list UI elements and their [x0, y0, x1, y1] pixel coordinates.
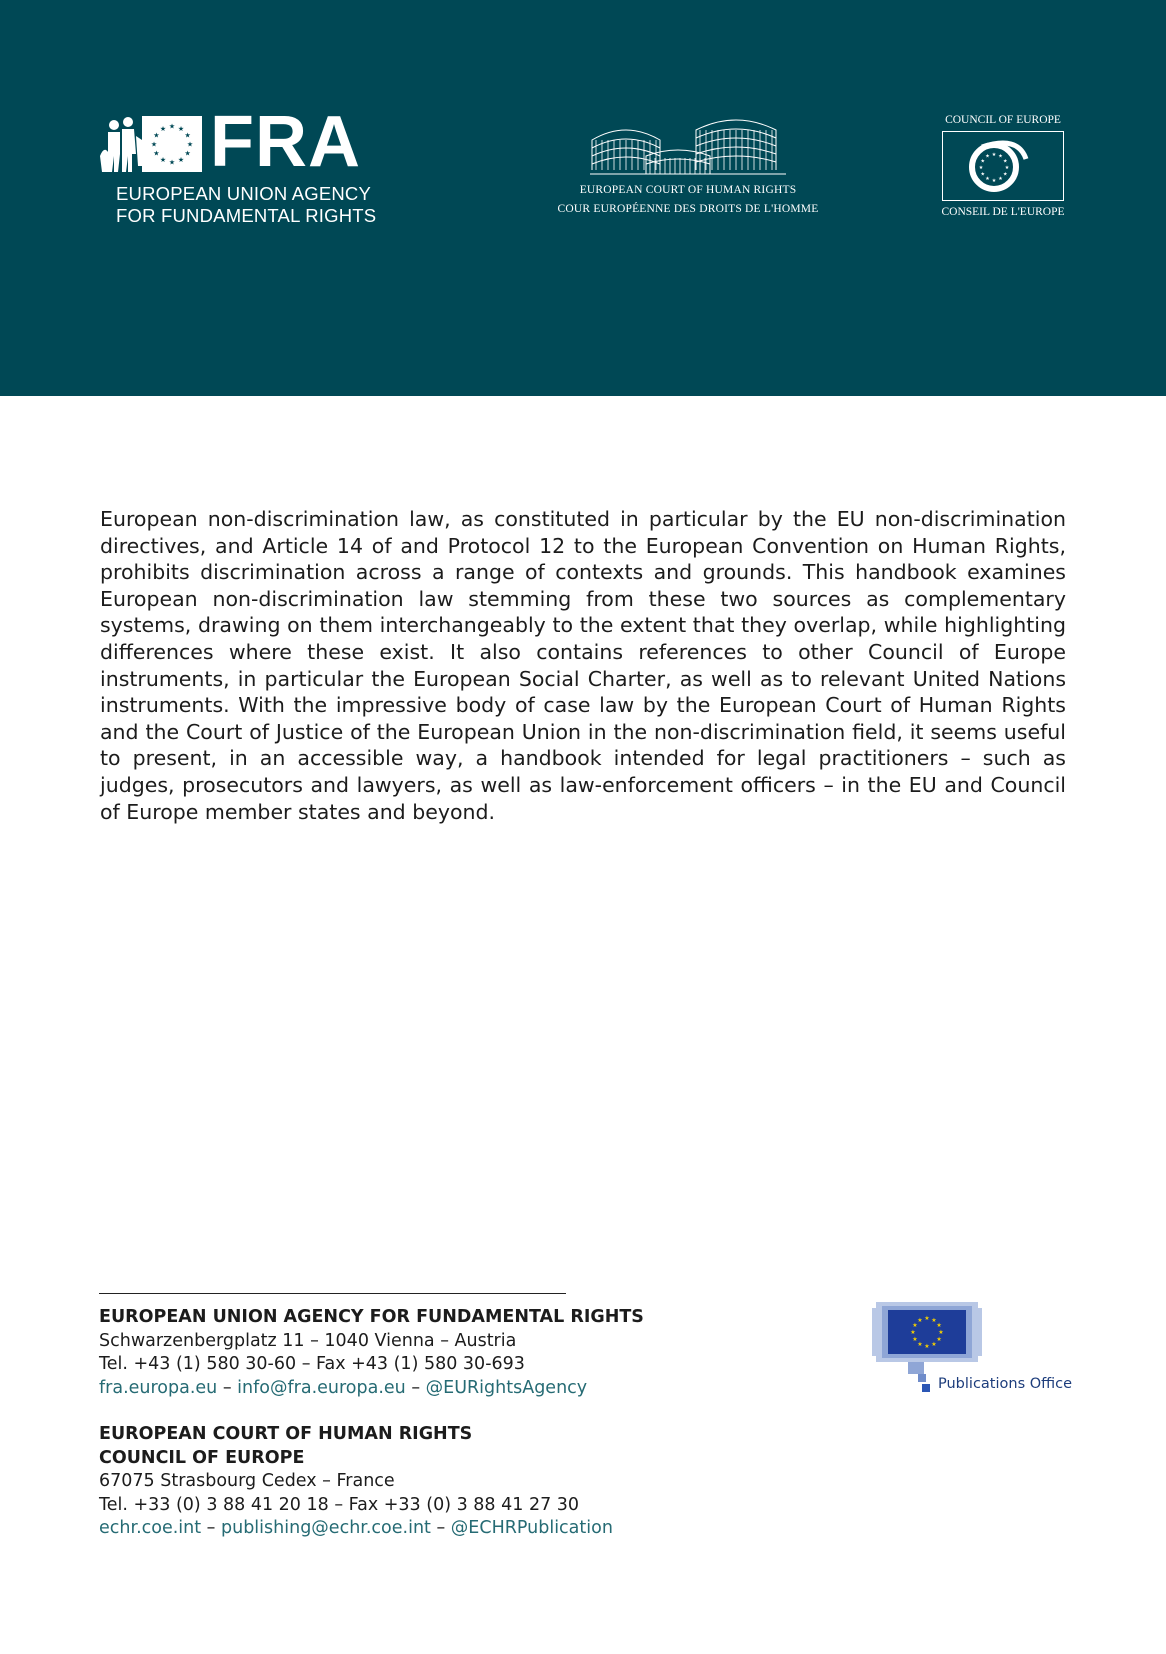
star-icon: ★	[150, 141, 158, 149]
star-icon: ★	[991, 151, 997, 158]
echr-contact-block	[99, 1423, 613, 1541]
echr-name-en: EUROPEAN COURT OF HUMAN RIGHTS	[579, 184, 797, 196]
star-icon: ★	[980, 158, 985, 165]
star-icon: ★	[980, 171, 985, 178]
echr-logo	[550, 112, 826, 224]
star-icon: ★	[938, 1330, 944, 1337]
fra-twitter-link[interactable]: @EURightsAgency	[425, 1377, 588, 1398]
star-icon: ★	[931, 1342, 937, 1349]
separator: –	[430, 1518, 451, 1538]
star-icon: ★	[985, 153, 990, 160]
fra-name-line1: EUROPEAN UNION AGENCY	[116, 183, 372, 204]
star-icon: ★	[186, 141, 194, 149]
star-icon: ★	[912, 1323, 918, 1330]
echr-email-link[interactable]: publishing@echr.coe.int	[221, 1518, 431, 1538]
star-icon: ★	[936, 1337, 942, 1344]
star-icon: ★	[910, 1330, 916, 1337]
star-icon: ★	[998, 176, 1003, 182]
star-icon: ★	[912, 1337, 918, 1344]
fra-logo	[98, 102, 377, 226]
echr-website-link[interactable]: echr.coe.int	[99, 1518, 202, 1538]
separator: –	[217, 1377, 238, 1398]
star-icon: ★	[1003, 171, 1008, 178]
star-icon: ★	[184, 132, 191, 140]
separator: –	[201, 1518, 221, 1538]
coe-name-en: COUNCIL OF EUROPE	[945, 114, 1061, 126]
star-icon: ★	[1003, 158, 1008, 165]
star-icon: ★	[936, 1323, 942, 1330]
echr-links	[99, 1517, 613, 1541]
star-icon: ★	[177, 125, 185, 133]
echr-twitter-link[interactable]: @ECHRPublication	[450, 1518, 613, 1538]
fra-acronym: FRA	[210, 102, 361, 182]
star-icon: ★	[159, 125, 167, 133]
fra-contact-block	[99, 1306, 644, 1400]
star-icon: ★	[917, 1318, 923, 1324]
publications-office-label: Publications Office	[938, 1376, 1073, 1392]
star-icon: ★	[177, 157, 185, 164]
fra-email-link[interactable]: info@fra.europa.eu	[237, 1377, 406, 1398]
fra-name-line2: FOR FUNDAMENTAL RIGHTS	[116, 205, 377, 226]
star-icon: ★	[978, 164, 984, 171]
star-icon: ★	[168, 123, 176, 131]
fra-people-icon	[98, 116, 142, 174]
fra-website-link[interactable]: fra.europa.eu	[99, 1377, 218, 1398]
star-icon: ★	[924, 1316, 930, 1323]
star-icon: ★	[924, 1344, 930, 1351]
echr-building-icon	[590, 116, 786, 180]
star-icon: ★	[931, 1318, 937, 1324]
star-icon: ★	[917, 1342, 923, 1349]
star-icon: ★	[159, 157, 167, 164]
star-icon: ★	[991, 177, 997, 184]
footer-divider	[99, 1293, 566, 1294]
star-icon: ★	[153, 132, 160, 140]
coe-name-fr: CONSEIL DE L'EUROPE	[941, 206, 1065, 218]
header-banner	[0, 0, 1166, 396]
star-icon: ★	[998, 153, 1003, 160]
star-icon: ★	[985, 176, 990, 182]
echr-phone: Tel. +33 (0) 3 88 41 20 18 – Fax +33 (0) 3 88 41 27 30	[99, 1494, 580, 1515]
separator: –	[405, 1377, 426, 1398]
coe-org-name: COUNCIL OF EUROPE	[99, 1447, 305, 1468]
fra-org-name: EUROPEAN UNION AGENCY FOR FUNDAMENTAL RIGHTS	[99, 1307, 644, 1327]
echr-org-name: EUROPEAN COURT OF HUMAN RIGHTS	[99, 1424, 473, 1444]
star-icon: ★	[168, 159, 176, 167]
handbook-description: European non-discrimination law, as constituted in particular by the EU non-discrimination directives, and Article 14 of and Protocol 12 to the European Convention on Human Rights, prohibits discrimination across a range of contexts and grounds. This handbook examines European non-discrimination law stemming from these two sources as complementary systems, drawing on them interchangeably to the extent that they overlap, while highlighting differences where these exist. It also contains references to other Council of Europe instruments, in particular the European Social Charter, as well as to relevant United Nations instruments. With the impressive body of case law by the European Court of Human Rights and the Court of Justice of the European Union in the non-discrimination field, it seems useful to present, in an accessible way, a handbook intended for legal practitioners – such as judges, prosecutors and lawyers, as well as law-enforcement officers – in the EU and Council of Europe member states and beyond.	[100, 507, 1066, 824]
star-icon: ★	[1004, 164, 1010, 171]
echr-name-fr: COUR EUROPÉENNE DES DROITS DE L'HOMME	[557, 203, 819, 215]
echr-address: 67075 Strasbourg Cedex – France	[99, 1471, 395, 1491]
fra-links	[99, 1377, 644, 1401]
fra-phone: Tel. +43 (1) 580 30-60 – Fax +43 (1) 580 30-693	[99, 1354, 525, 1374]
fra-address: Schwarzenbergplatz 11 – 1040 Vienna – Austria	[99, 1330, 517, 1351]
coe-emblem-icon	[942, 131, 1064, 201]
star-icon: ★	[153, 150, 160, 158]
star-icon: ★	[184, 150, 191, 158]
publications-office-logo	[872, 1302, 1072, 1394]
council-of-europe-logo	[938, 114, 1068, 224]
